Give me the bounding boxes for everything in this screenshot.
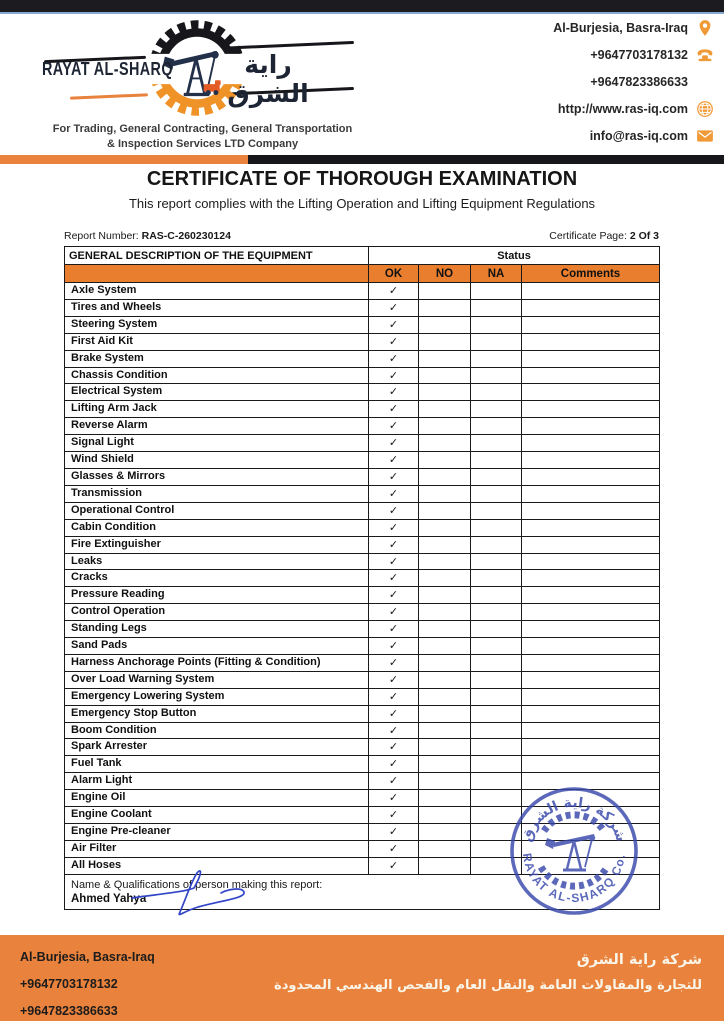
- email-text: info@ras-iq.com: [589, 129, 688, 143]
- equipment-label: Glasses & Mirrors: [65, 468, 369, 485]
- equipment-row: [65, 485, 660, 502]
- cell-comments: [522, 722, 660, 739]
- cell-comments: [522, 502, 660, 519]
- equipment-label: Pressure Reading: [65, 587, 369, 604]
- cell-na: [471, 519, 522, 536]
- report-number: [64, 230, 231, 242]
- cell-ok: ✓: [369, 773, 419, 790]
- cell-ok: ✓: [369, 468, 419, 485]
- cell-comments: [522, 435, 660, 452]
- cell-comments: [522, 604, 660, 621]
- footer-phone2: +9647823386633: [20, 1004, 118, 1018]
- cell-comments: [522, 739, 660, 756]
- equipment-row: [65, 435, 660, 452]
- equipment-label: Emergency Lowering System: [65, 688, 369, 705]
- cell-no: [419, 367, 471, 384]
- cell-ok: ✓: [369, 587, 419, 604]
- stamp-arabic-text: شركة راية الشرق: [519, 794, 629, 844]
- equipment-label: Alarm Light: [65, 773, 369, 790]
- cell-ok: ✓: [369, 807, 419, 824]
- cell-ok: ✓: [369, 824, 419, 841]
- cell-comments: [522, 638, 660, 655]
- column-header-no: NO: [419, 265, 471, 283]
- equipment-row: [65, 671, 660, 688]
- cell-ok: ✓: [369, 299, 419, 316]
- cell-comments: [522, 468, 660, 485]
- equipment-row: [65, 418, 660, 435]
- footer-arabic-block: [274, 947, 702, 999]
- equipment-row: [65, 756, 660, 773]
- cell-na: [471, 688, 522, 705]
- equipment-row: [65, 350, 660, 367]
- table-header-row2: [65, 265, 660, 283]
- header-contact-block: [474, 18, 714, 153]
- svg-text:RAYAT AL-SHARQ Co.: [520, 852, 628, 905]
- cell-no: [419, 536, 471, 553]
- cell-na: [471, 604, 522, 621]
- contact-address-row: [474, 18, 714, 38]
- tagline-line2: & Inspection Services LTD Company: [106, 138, 299, 150]
- cell-no: [419, 333, 471, 350]
- cell-na: [471, 705, 522, 722]
- cell-ok: ✓: [369, 536, 419, 553]
- company-name-ar: راية الشرق: [227, 50, 309, 108]
- equipment-row: [65, 536, 660, 553]
- tagline-line1: For Trading, General Contracting, General Transportation: [52, 123, 353, 135]
- equipment-label: Transmission: [65, 485, 369, 502]
- cell-ok: ✓: [369, 604, 419, 621]
- cell-ok: ✓: [369, 705, 419, 722]
- cell-ok: ✓: [369, 502, 419, 519]
- certificate-page-label: Certificate Page:: [549, 230, 627, 242]
- cell-na: [471, 350, 522, 367]
- cell-no: [419, 418, 471, 435]
- cell-no: [419, 638, 471, 655]
- cell-ok: ✓: [369, 485, 419, 502]
- cell-no: [419, 688, 471, 705]
- equipment-row: [65, 604, 660, 621]
- equipment-label: Electrical System: [65, 384, 369, 401]
- cell-comments: [522, 587, 660, 604]
- cell-na: [471, 553, 522, 570]
- cell-ok: ✓: [369, 671, 419, 688]
- equipment-label: Brake System: [65, 350, 369, 367]
- cell-no: [419, 840, 471, 857]
- cell-no: [419, 435, 471, 452]
- cell-no: [419, 570, 471, 587]
- equipment-label: First Aid Kit: [65, 333, 369, 350]
- cell-na: [471, 418, 522, 435]
- cell-no: [419, 790, 471, 807]
- cell-ok: ✓: [369, 367, 419, 384]
- cell-na: [471, 401, 522, 418]
- cell-ok: ✓: [369, 401, 419, 418]
- cell-na: [471, 722, 522, 739]
- cell-ok: ✓: [369, 739, 419, 756]
- cell-no: [419, 468, 471, 485]
- equipment-label: Harness Anchorage Points (Fitting & Condition): [65, 654, 369, 671]
- cell-na: [471, 283, 522, 300]
- equipment-label: Operational Control: [65, 502, 369, 519]
- cell-no: [419, 739, 471, 756]
- cell-no: [419, 705, 471, 722]
- equipment-label: Engine Oil: [65, 790, 369, 807]
- certificate-page-value: 2 Of 3: [629, 230, 659, 242]
- cell-ok: ✓: [369, 519, 419, 536]
- cell-comments: [522, 418, 660, 435]
- empty-orange-cell: [65, 265, 369, 283]
- cell-no: [419, 485, 471, 502]
- cell-ok: ✓: [369, 654, 419, 671]
- description-header: GENERAL DESCRIPTION OF THE EQUIPMENT: [65, 247, 369, 265]
- status-header: Status: [369, 247, 660, 265]
- equipment-row: [65, 468, 660, 485]
- equipment-label: Steering System: [65, 316, 369, 333]
- cell-na: [471, 621, 522, 638]
- cell-ok: ✓: [369, 316, 419, 333]
- cell-no: [419, 350, 471, 367]
- cell-ok: ✓: [369, 452, 419, 469]
- cell-na: [471, 638, 522, 655]
- cell-no: [419, 519, 471, 536]
- cell-comments: [522, 621, 660, 638]
- cell-na: [471, 299, 522, 316]
- equipment-row: [65, 502, 660, 519]
- cell-comments: [522, 299, 660, 316]
- equipment-label: Leaks: [65, 553, 369, 570]
- report-meta-line: [64, 230, 659, 242]
- equipment-label: Standing Legs: [65, 621, 369, 638]
- cell-no: [419, 722, 471, 739]
- equipment-row: [65, 688, 660, 705]
- cell-comments: [522, 333, 660, 350]
- equipment-label: Fuel Tank: [65, 756, 369, 773]
- equipment-row: [65, 384, 660, 401]
- cell-comments: [522, 350, 660, 367]
- cell-no: [419, 857, 471, 874]
- cell-no: [419, 299, 471, 316]
- cell-comments: [522, 756, 660, 773]
- equipment-label: Axle System: [65, 283, 369, 300]
- equipment-label: Cracks: [65, 570, 369, 587]
- cell-na: [471, 570, 522, 587]
- stamp-gear-arcs: [541, 815, 607, 886]
- cell-no: [419, 316, 471, 333]
- equipment-label: Tires and Wheels: [65, 299, 369, 316]
- column-header-ok: OK: [369, 265, 419, 283]
- stamp-english-text: RAYAT AL-SHARQ Co.: [519, 852, 628, 906]
- footer-address: Al-Burjesia, Basra-Iraq: [20, 950, 155, 964]
- equipment-row: [65, 519, 660, 536]
- cell-na: [471, 316, 522, 333]
- equipment-row: [65, 739, 660, 756]
- cell-ok: ✓: [369, 570, 419, 587]
- cell-comments: [522, 283, 660, 300]
- cell-comments: [522, 316, 660, 333]
- equipment-label: Reverse Alarm: [65, 418, 369, 435]
- equipment-row: [65, 401, 660, 418]
- cell-comments: [522, 519, 660, 536]
- equipment-label: Chassis Condition: [65, 367, 369, 384]
- signature-scribble: [126, 862, 286, 920]
- equipment-row: [65, 316, 660, 333]
- equipment-label: Lifting Arm Jack: [65, 401, 369, 418]
- cell-na: [471, 671, 522, 688]
- cell-na: [471, 435, 522, 452]
- cell-ok: ✓: [369, 333, 419, 350]
- cell-comments: [522, 536, 660, 553]
- cell-ok: ✓: [369, 638, 419, 655]
- equipment-row: [65, 570, 660, 587]
- equipment-row: [65, 638, 660, 655]
- cell-ok: ✓: [369, 857, 419, 874]
- equipment-label: Fire Extinguisher: [65, 536, 369, 553]
- equipment-row: [65, 452, 660, 469]
- cell-na: [471, 468, 522, 485]
- cell-no: [419, 587, 471, 604]
- page-subtitle: This report complies with the Lifting Operation and Lifting Equipment Regulations: [128, 196, 596, 211]
- cell-na: [471, 452, 522, 469]
- inspector-name: Ahmed Yahya: [71, 892, 147, 905]
- equipment-row: [65, 587, 660, 604]
- footer-description-ar: للتجارة والمقاولات العامة والنقل العام والفحص الهندسي المحدودة: [274, 978, 702, 993]
- cell-no: [419, 807, 471, 824]
- cell-na: [471, 654, 522, 671]
- certificate-page: [549, 230, 659, 242]
- contact-email-row: [474, 126, 714, 146]
- cell-no: [419, 773, 471, 790]
- equipment-row: [65, 553, 660, 570]
- equipment-row: [65, 654, 660, 671]
- cell-no: [419, 621, 471, 638]
- cell-ok: ✓: [369, 722, 419, 739]
- equipment-row: [65, 333, 660, 350]
- cell-no: [419, 502, 471, 519]
- cell-comments: [522, 688, 660, 705]
- company-stamp: [508, 785, 640, 917]
- logo-swoosh-bottom-left: [70, 93, 148, 99]
- cell-comments: [522, 367, 660, 384]
- equipment-label: Spark Arrester: [65, 739, 369, 756]
- equipment-label: All Hoses: [65, 857, 369, 874]
- report-number-label: Report Number:: [64, 230, 139, 242]
- cell-ok: ✓: [369, 350, 419, 367]
- cell-comments: [522, 384, 660, 401]
- phone2-text: +9647823386633: [590, 75, 688, 89]
- equipment-row: [65, 299, 660, 316]
- cell-comments: [522, 485, 660, 502]
- cell-ok: ✓: [369, 621, 419, 638]
- cell-na: [471, 384, 522, 401]
- page-title: CERTIFICATE OF THOROUGH EXAMINATION: [146, 168, 578, 190]
- envelope-icon: [696, 127, 714, 145]
- globe-icon: [696, 100, 714, 118]
- footer-phone1: +9647703178132: [20, 977, 118, 991]
- equipment-label: Emergency Stop Button: [65, 705, 369, 722]
- cell-no: [419, 452, 471, 469]
- footer-contact-block: [20, 944, 155, 1024]
- cell-na: [471, 333, 522, 350]
- column-header-comments: Comments: [522, 265, 660, 283]
- cell-na: [471, 485, 522, 502]
- page-footer-bar: [0, 935, 724, 1021]
- cell-ok: ✓: [369, 435, 419, 452]
- cell-ok: ✓: [369, 283, 419, 300]
- company-name-en: RAYAT AL-SHARQ: [42, 59, 173, 79]
- equipment-row: [65, 283, 660, 300]
- equipment-label: Signal Light: [65, 435, 369, 452]
- cell-no: [419, 283, 471, 300]
- cell-ok: ✓: [369, 688, 419, 705]
- equipment-row: [65, 705, 660, 722]
- location-pin-icon: [696, 19, 714, 37]
- cell-ok: ✓: [369, 418, 419, 435]
- cell-comments: [522, 452, 660, 469]
- equipment-label: Wind Shield: [65, 452, 369, 469]
- report-maker-label: Name & Qualifications of person making this report:: [71, 878, 323, 891]
- column-header-na: NA: [471, 265, 522, 283]
- cell-na: [471, 756, 522, 773]
- cell-na: [471, 367, 522, 384]
- cell-no: [419, 824, 471, 841]
- cell-ok: ✓: [369, 384, 419, 401]
- website-text: http://www.ras-iq.com: [557, 102, 688, 116]
- equipment-label: Engine Coolant: [65, 807, 369, 824]
- equipment-label: Control Operation: [65, 604, 369, 621]
- cell-comments: [522, 553, 660, 570]
- company-logo: [30, 16, 375, 150]
- equipment-row: [65, 367, 660, 384]
- equipment-label: Engine Pre-cleaner: [65, 824, 369, 841]
- cell-comments: [522, 671, 660, 688]
- cell-comments: [522, 401, 660, 418]
- cell-ok: ✓: [369, 840, 419, 857]
- contact-phone2-row: [474, 72, 714, 92]
- stamp-pumpjack-icon: [545, 834, 595, 870]
- equipment-label: Over Load Warning System: [65, 671, 369, 688]
- cell-comments: [522, 570, 660, 587]
- equipment-label: Cabin Condition: [65, 519, 369, 536]
- cell-na: [471, 536, 522, 553]
- table-header-row1: [65, 247, 660, 265]
- cell-comments: [522, 654, 660, 671]
- equipment-row: [65, 722, 660, 739]
- cell-no: [419, 553, 471, 570]
- report-number-value: RAS-C-260230124: [141, 230, 231, 242]
- cell-no: [419, 671, 471, 688]
- equipment-label: Boom Condition: [65, 722, 369, 739]
- company-tagline: [30, 122, 375, 152]
- address-text: Al-Burjesia, Basra-Iraq: [553, 21, 688, 35]
- cell-na: [471, 739, 522, 756]
- phone-icon: [696, 46, 714, 64]
- cell-comments: [522, 705, 660, 722]
- equipment-label: Sand Pads: [65, 638, 369, 655]
- phone1-text: +9647703178132: [590, 48, 688, 62]
- contact-website-row: [474, 99, 714, 119]
- cell-ok: ✓: [369, 756, 419, 773]
- orange-black-divider: [0, 155, 724, 164]
- equipment-label: Air Filter: [65, 840, 369, 857]
- cell-no: [419, 384, 471, 401]
- equipment-row: [65, 621, 660, 638]
- cell-ok: ✓: [369, 553, 419, 570]
- cell-ok: ✓: [369, 790, 419, 807]
- cell-na: [471, 502, 522, 519]
- top-black-bar: [0, 0, 724, 14]
- footer-company-ar: شركة راية الشرق: [576, 952, 702, 968]
- contact-phone1-row: [474, 45, 714, 65]
- cell-na: [471, 587, 522, 604]
- cell-no: [419, 401, 471, 418]
- cell-no: [419, 604, 471, 621]
- cell-no: [419, 756, 471, 773]
- cell-no: [419, 654, 471, 671]
